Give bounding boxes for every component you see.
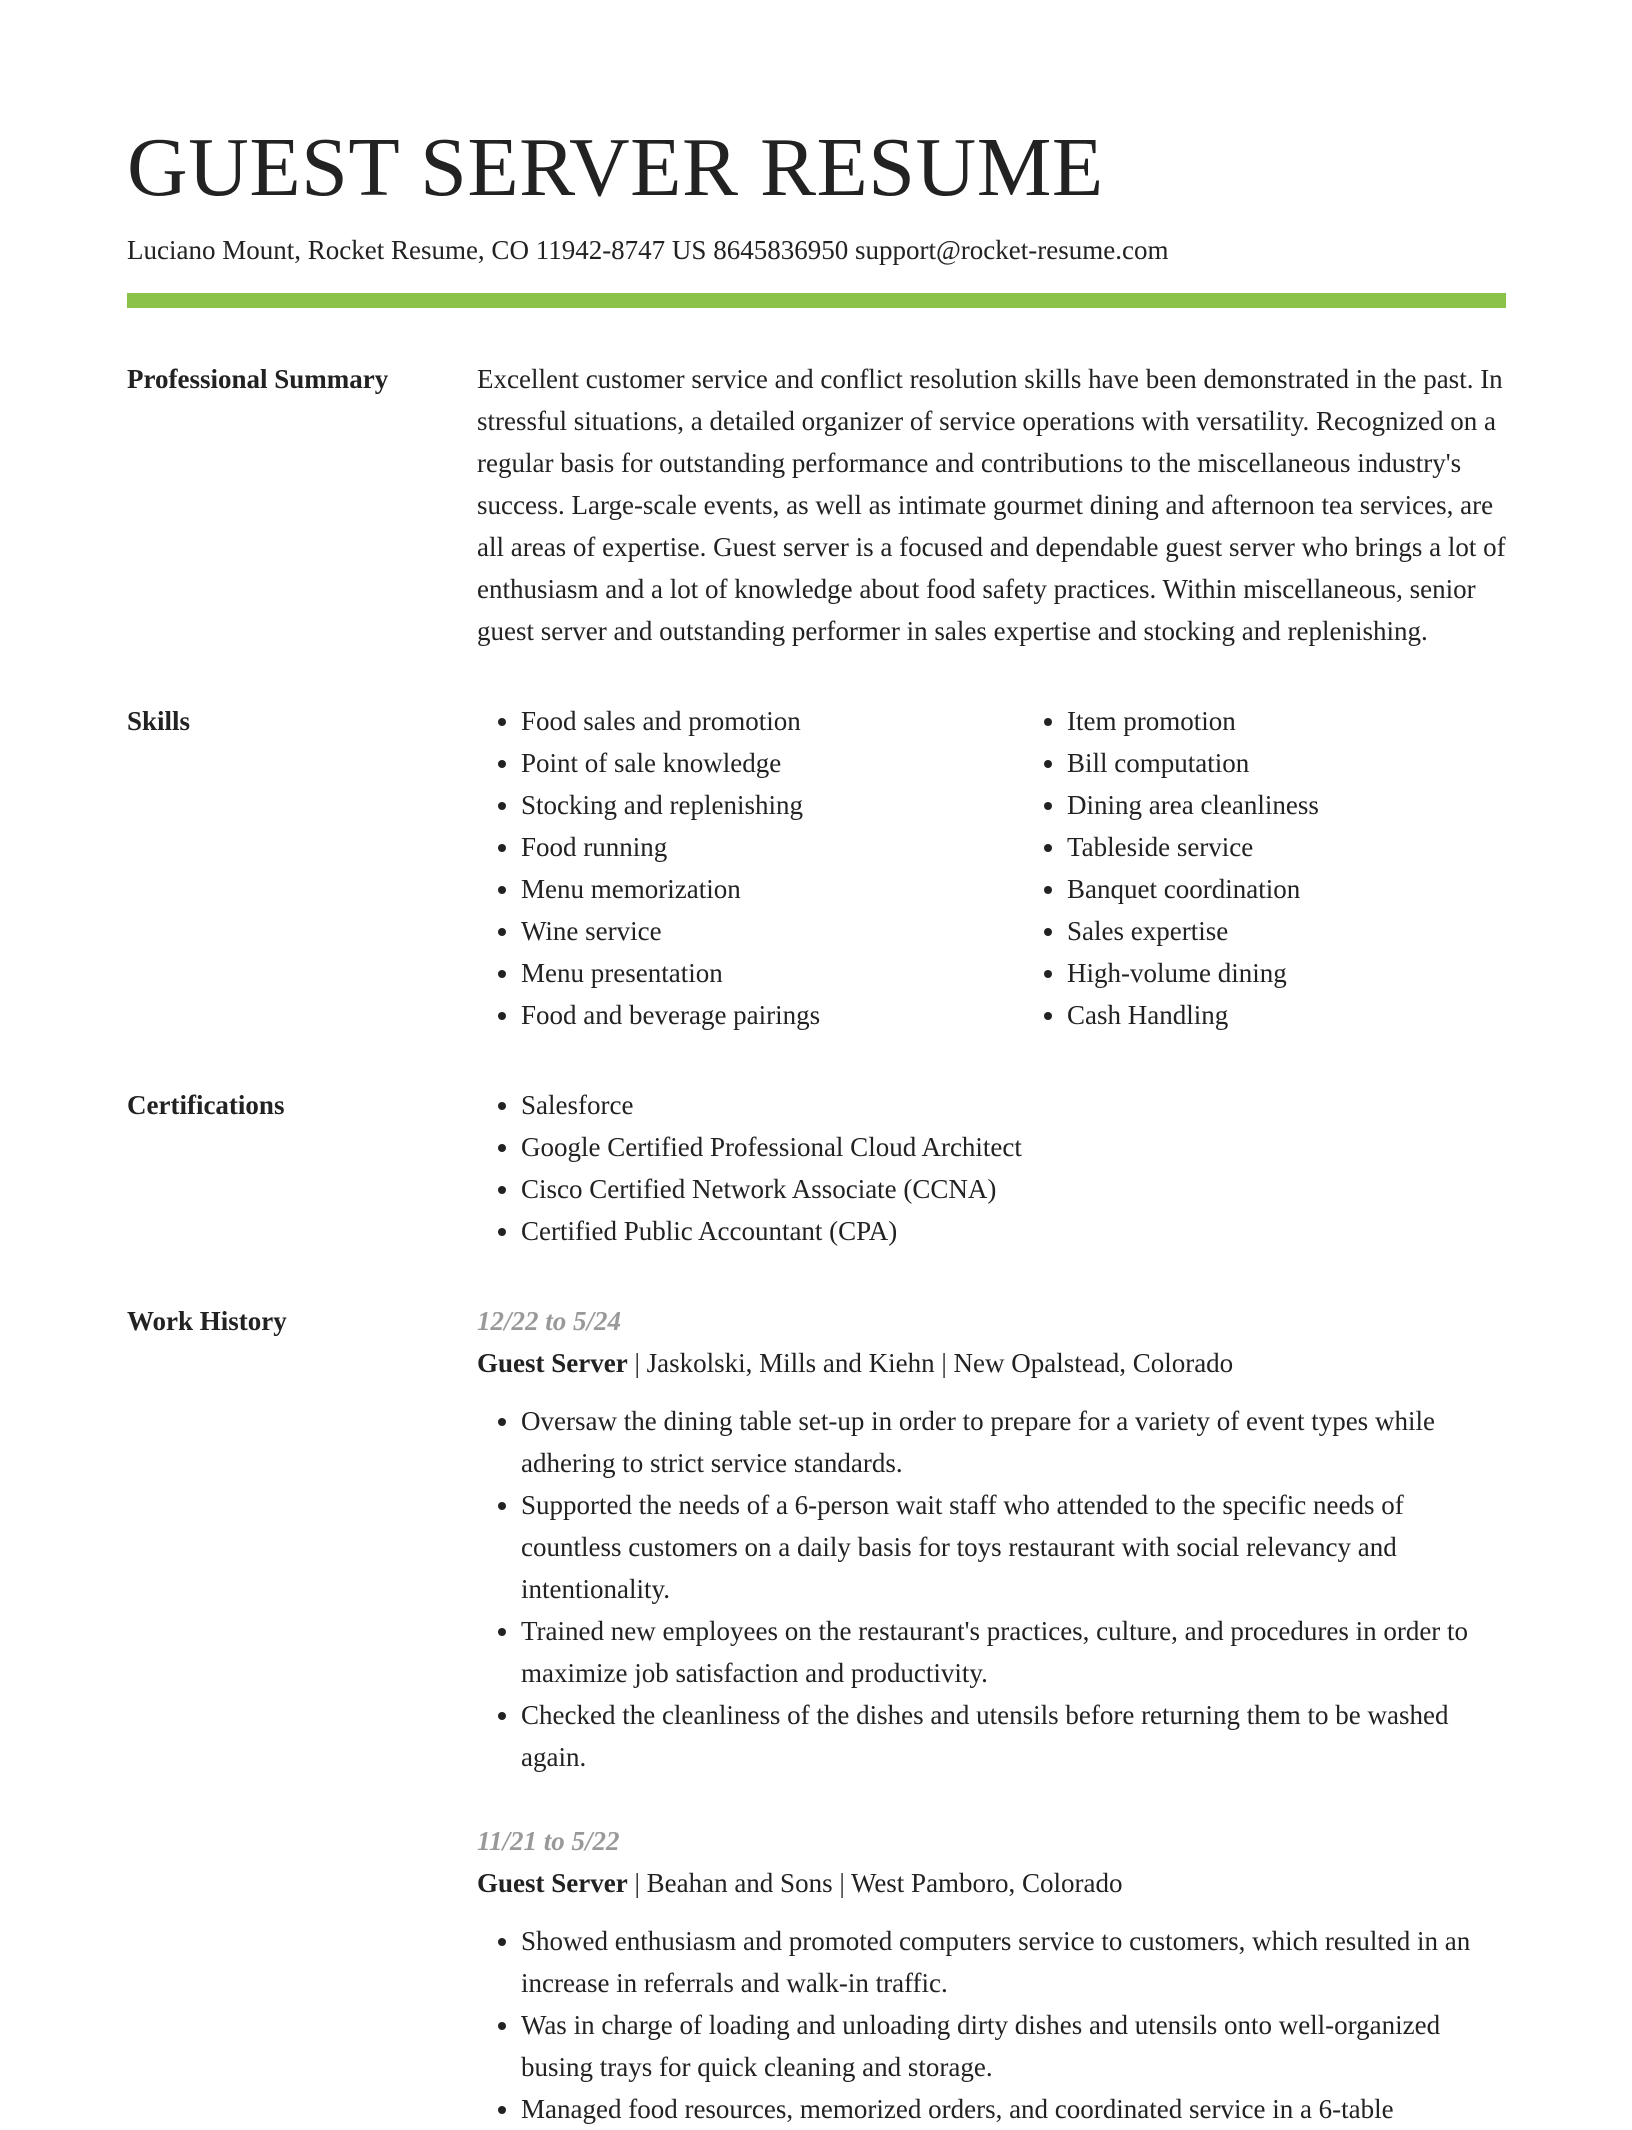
work-history-section: [127, 1300, 1506, 2130]
skill-item: • Point of sale knowledge: [521, 742, 1023, 784]
skill-item: • Wine service: [521, 910, 1023, 952]
section-label-work-history: Work History: [127, 1306, 287, 1336]
job-bullet: • Oversaw the dining table set-up in order to prepare for a variety of event types while adhering to strict service standards.: [521, 1400, 1506, 1484]
job-entry: [477, 1300, 1506, 1778]
certifications-section: [127, 1084, 1506, 1252]
skill-item: • Food and beverage pairings: [521, 994, 1023, 1036]
skill-item: • Cash Handling: [1067, 994, 1319, 1036]
job-bullet: • Checked the cleanliness of the dishes and utensils before returning them to be washed again.: [521, 1694, 1506, 1778]
summary-section: [127, 358, 1506, 652]
skill-item: • Stocking and replenishing: [521, 784, 1023, 826]
header-divider: [127, 293, 1506, 308]
skill-item: • Bill computation: [1067, 742, 1319, 784]
job-title: Guest Server: [477, 1868, 628, 1898]
job-heading: [477, 1862, 1506, 1904]
skill-item: • Food sales and promotion: [521, 700, 1023, 742]
job-bullets: [477, 1920, 1506, 2130]
job-bullet: • Was in charge of loading and unloading dirty dishes and utensils onto well-organized busing trays for quick cleaning and storage.: [521, 2004, 1506, 2088]
resume-title: GUEST SERVER RESUME: [127, 121, 1104, 214]
section-label-certifications: Certifications: [127, 1090, 285, 1120]
job-dates: 11/21 to 5/22: [477, 1826, 620, 1856]
job-employer-location: | Jaskolski, Mills and Kiehn | New Opalstead, Colorado: [627, 1348, 1234, 1378]
skills-list-right: [1023, 700, 1319, 1036]
job-employer-location: | Beahan and Sons | West Pamboro, Colorado: [627, 1868, 1123, 1898]
summary-body: [477, 358, 1506, 652]
job-dates: 12/22 to 5/24: [477, 1306, 622, 1336]
job-bullet: • Showed enthusiasm and promoted computers service to customers, which resulted in an increase in referrals and walk-in traffic.: [521, 1920, 1506, 2004]
skill-item: • Dining area cleanliness: [1067, 784, 1319, 826]
job-heading: [477, 1342, 1506, 1384]
job-bullet: • Trained new employees on the restaurant's practices, culture, and procedures in order to maximize job satisfaction and productivity.: [521, 1610, 1506, 1694]
job-bullet: • Managed food resources, memorized orders, and coordinated service in a 6-table: [521, 2088, 1506, 2130]
skill-item: • Sales expertise: [1067, 910, 1319, 952]
job-entry: [477, 1820, 1506, 2130]
skills-body: [477, 700, 1506, 1036]
certification-item: • Salesforce: [521, 1084, 1506, 1126]
certifications-list: [477, 1084, 1506, 1252]
skills-section: [127, 700, 1506, 1036]
skill-item: • Menu memorization: [521, 868, 1023, 910]
section-label-skills: Skills: [127, 706, 191, 736]
skill-item: • Menu presentation: [521, 952, 1023, 994]
work-history-body: [477, 1300, 1506, 2130]
contact-line: Luciano Mount, Rocket Resume, CO 11942-8747 US 8645836950 support@rocket-resume.com: [127, 235, 1169, 265]
certification-item: • Google Certified Professional Cloud Architect: [521, 1126, 1506, 1168]
section-label-summary: Professional Summary: [127, 364, 389, 394]
summary-text: Excellent customer service and conflict resolution skills have been demonstrated in the past. In stressful situations, a detailed organizer of service operations with versatility. Recognized on a regular basis for outstanding performance and contributions to the miscellaneous industry's success. Large-scale events, as well as intimate gourmet dining and afternoon tea services, are all areas of expertise. Guest server is a focused and dependable guest server who brings a lot of enthusiasm and a lot of knowledge about food safety practices. Within miscellaneous, senior guest server and outstanding performer in sales expertise and stocking and replenishing.: [477, 364, 1506, 646]
certification-item: • Certified Public Accountant (CPA): [521, 1210, 1506, 1252]
skill-item: • High-volume dining: [1067, 952, 1319, 994]
skills-list-left: [477, 700, 1023, 1036]
skill-item: • Banquet coordination: [1067, 868, 1319, 910]
skill-item: • Food running: [521, 826, 1023, 868]
job-bullets: [477, 1400, 1506, 1778]
certification-item: • Cisco Certified Network Associate (CCNA): [521, 1168, 1506, 1210]
skill-item: • Item promotion: [1067, 700, 1319, 742]
certifications-body: [477, 1084, 1506, 1252]
skill-item: • Tableside service: [1067, 826, 1319, 868]
job-bullet: • Supported the needs of a 6-person wait staff who attended to the specific needs of countless customers on a daily basis for toys restaurant with social relevancy and intentionality.: [521, 1484, 1506, 1610]
job-title: Guest Server: [477, 1348, 628, 1378]
